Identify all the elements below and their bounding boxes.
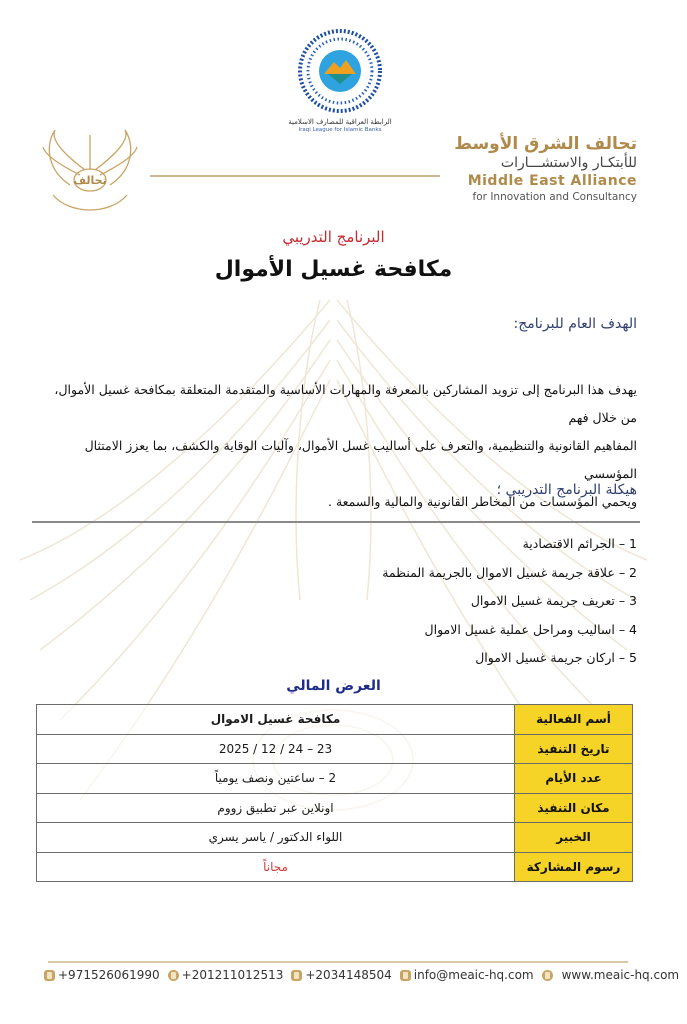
table-row <box>37 734 633 764</box>
structure-heading: هيكلة البرنامج التدريبي ؛ <box>496 482 637 498</box>
whatsapp-icon <box>168 970 179 981</box>
brand-tagline-en: for Innovation and Consultancy <box>472 191 637 203</box>
list-item: 3 – تعريف جريمة غسيل الاموال <box>470 593 637 608</box>
list-item: 4 – اساليب ومراحل عملية غسيل الاموال <box>424 621 637 637</box>
table-row <box>37 764 633 794</box>
footer-contacts <box>44 968 687 982</box>
list-item: 5 – اركان جريمة غسيل الاموال <box>475 650 637 665</box>
row-label: تاريخ التنفيذ <box>515 734 633 764</box>
table-row <box>37 793 633 823</box>
row-value: 23 – 24 / 12 / 2025 <box>37 734 515 764</box>
list-item: 1 – الجرائم الاقتصادية <box>522 536 637 551</box>
row-label: عدد الأيام <box>515 764 633 794</box>
footer-mobile[interactable] <box>44 968 160 982</box>
program-title: مكافحة غسيل الأموال <box>214 257 453 282</box>
objective-heading: الهدف العام للبرنامج: <box>513 316 637 332</box>
program-subtitle: البرنامج التدريبي <box>282 228 385 246</box>
section-divider <box>32 521 640 523</box>
globe-icon <box>542 970 553 981</box>
brand-name-en: Middle East Alliance <box>467 173 637 189</box>
objective-line: ويحمي المؤسسات من المخاطر القانونية والمالية والسمعة . <box>328 494 637 509</box>
objective-line: المفاهيم القانونية والتنظيمية، والتعرف على أساليب غسل الأموال، وآليات الوقاية والكشف، بما يعزز الامتثال المؤسسي <box>84 438 637 481</box>
header-divider <box>150 175 440 177</box>
phone-number[interactable]: +2034148504 <box>305 968 392 982</box>
brand-name-ar: تحالف الشرق الأوسط <box>454 134 637 154</box>
footer-whatsapp[interactable] <box>168 968 284 982</box>
footer-phone[interactable] <box>291 968 391 982</box>
footer-website[interactable] <box>542 968 680 982</box>
footer-email[interactable] <box>400 968 534 982</box>
row-label: أسم الفعالية <box>515 705 633 735</box>
table-row <box>37 823 633 853</box>
row-label: رسوم المشاركة <box>515 852 633 882</box>
objective-line: يهدف هذا البرنامج إلى تزويد المشاركين بالمعرفة والمهارات الأساسية والمتقدمة المتعلقة بمكافحة غسيل الأموال، من خلال فهم <box>54 382 637 425</box>
whatsapp-number[interactable]: +201211012513 <box>181 968 284 982</box>
brand-block <box>454 134 637 204</box>
email-link[interactable]: info@meaic-hq.com <box>413 968 534 982</box>
row-value: مكافحة غسيل الاموال <box>37 705 515 735</box>
website-link[interactable]: www.meaic-hq.com <box>561 968 680 982</box>
iraqi-league-name-ar: الرابطة العراقية للمصارف الاسلامية <box>288 118 392 126</box>
table-row <box>37 852 633 882</box>
mobile-number[interactable]: +971526061990 <box>58 968 160 982</box>
email-icon <box>400 970 411 981</box>
iraqi-league-logo-icon <box>290 26 390 126</box>
iraqi-league-name-en: Iraqi League for Islamic Banks <box>298 127 382 133</box>
list-item: 2 – علاقة جريمة غسيل الاموال بالجريمة المنظمة <box>382 564 637 580</box>
row-value-free: مجاناً <box>37 852 515 882</box>
structure-list <box>382 530 637 673</box>
row-value: اللواء الدكتور / ياسر يسري <box>37 823 515 853</box>
table-row <box>37 705 633 735</box>
row-label: الخبير <box>515 823 633 853</box>
brand-tagline-ar: للأبتكـار والاستشـــارات <box>500 155 637 171</box>
svg-text:تحالف: تحالف <box>73 174 107 187</box>
row-value: اونلاين عبر تطبيق زووم <box>37 793 515 823</box>
footer-divider <box>48 961 628 963</box>
financial-offer-heading: العرض المالي <box>286 678 381 694</box>
financial-offer-table <box>36 704 633 882</box>
mobile-phone-icon <box>44 970 55 981</box>
telephone-icon <box>291 970 302 981</box>
row-value: 2 – ساعتين ونصف يومياً <box>37 764 515 794</box>
alliance-wing-logo-icon <box>35 125 145 225</box>
row-label: مكان التنفيذ <box>515 793 633 823</box>
